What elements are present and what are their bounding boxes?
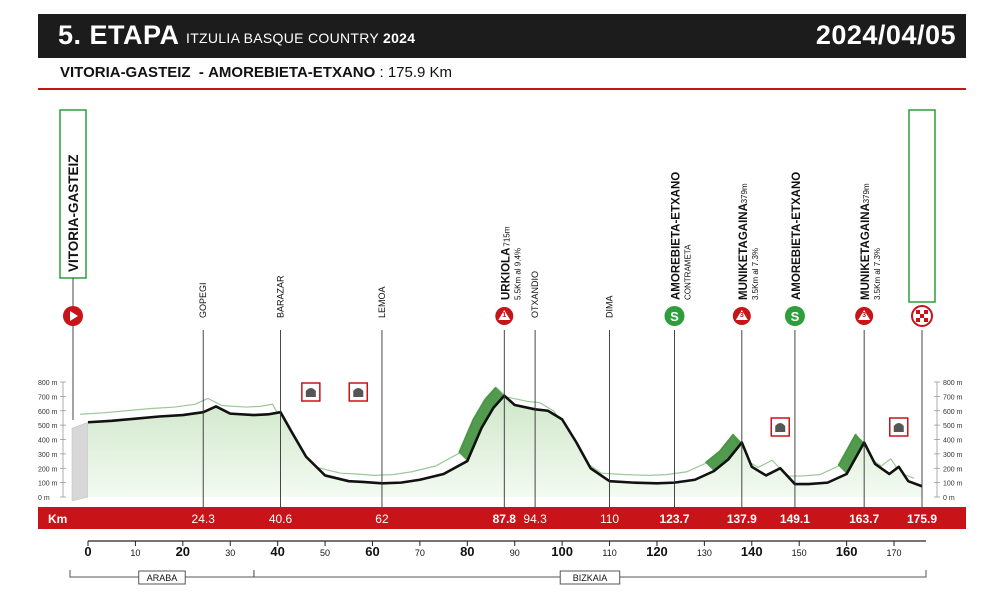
x-tick-label: 0 bbox=[84, 544, 92, 559]
point-info-7: 379m bbox=[739, 183, 749, 204]
point-sub-3: 5.5Km al 9.4% bbox=[513, 247, 523, 300]
route-finish: AMOREBIETA-ETXANO bbox=[208, 64, 376, 81]
point-km-2: 62 bbox=[375, 512, 389, 526]
point-name-5: DIMA bbox=[604, 295, 615, 318]
y-tick-label-left: 300 m bbox=[38, 451, 58, 459]
point-sub-6: CONTRAMETA bbox=[683, 244, 693, 300]
x-tick-label: 110 bbox=[602, 548, 617, 558]
point-label-group-6 bbox=[671, 172, 693, 300]
route-distance: : 175.9 Km bbox=[379, 64, 453, 81]
point-label-group-3 bbox=[500, 226, 522, 300]
y-tick-label-left: 400 m bbox=[38, 437, 58, 445]
start-label-group bbox=[66, 154, 81, 272]
x-tick-label: 120 bbox=[646, 544, 668, 559]
profile-side-face bbox=[72, 422, 88, 501]
y-tick-label-left: 500 m bbox=[38, 423, 58, 431]
x-tick-label: 30 bbox=[225, 548, 236, 558]
point-label-group-2 bbox=[377, 286, 387, 318]
x-tick-label: 20 bbox=[175, 544, 191, 559]
climb-category-9: 3 bbox=[862, 312, 867, 319]
y-tick-label-right: 400 m bbox=[943, 437, 963, 445]
route-separator: - bbox=[198, 64, 204, 81]
stage-date: 2024/04/05 bbox=[815, 20, 956, 50]
x-tick-label: 50 bbox=[320, 548, 331, 558]
sprint-letter-6: S bbox=[670, 309, 679, 324]
y-tick-label-right: 500 m bbox=[943, 423, 963, 431]
x-tick-label: 140 bbox=[740, 544, 763, 559]
point-sub-7: 3.5Km al 7.3% bbox=[750, 247, 760, 300]
y-tick-label-right: 800 m bbox=[943, 380, 963, 387]
x-tick-label: 70 bbox=[414, 548, 425, 558]
point-label-group-4 bbox=[530, 271, 540, 318]
x-tick-label: 60 bbox=[365, 544, 380, 559]
x-tick-label: 170 bbox=[886, 548, 902, 558]
y-tick-label-left: 100 m bbox=[38, 480, 58, 488]
point-name-9: MUNIKETAGAINA bbox=[860, 203, 873, 300]
x-tick-label: 160 bbox=[835, 544, 858, 559]
km-bar-label: Km bbox=[48, 512, 68, 526]
y-tick-label-right: 600 m bbox=[943, 408, 963, 416]
y-tick-label-left: 200 m bbox=[38, 466, 58, 474]
point-km-3: 87.8 bbox=[492, 512, 516, 526]
y-tick-label-right: 100 m bbox=[943, 480, 963, 488]
y-tick-label-left: 800 m bbox=[38, 380, 58, 387]
profile-area bbox=[88, 396, 922, 497]
start-label: VITORIA-GASTEIZ bbox=[66, 154, 81, 272]
point-km-0: 24.3 bbox=[191, 512, 215, 526]
point-name-7: MUNIKETAGAINA bbox=[737, 203, 750, 300]
stage-number: 5. ETAPA bbox=[58, 20, 180, 50]
climb-category-7: 3 bbox=[739, 312, 744, 319]
finish-check bbox=[924, 318, 928, 322]
y-tick-label-right: 0 m bbox=[943, 495, 955, 502]
point-info-9: 379m bbox=[862, 183, 872, 204]
point-km-7: 137.9 bbox=[726, 512, 757, 526]
y-tick-label-right: 300 m bbox=[943, 451, 963, 459]
finish-check bbox=[920, 314, 924, 318]
point-km-8: 149.1 bbox=[779, 512, 810, 526]
point-km-9: 163.7 bbox=[849, 512, 880, 526]
point-name-1: BARAZAR bbox=[275, 275, 286, 318]
race-title: ITZULIA BASQUE COUNTRY bbox=[186, 30, 379, 46]
point-name-0: GOPEGI bbox=[198, 282, 209, 318]
point-name-2: LEMOA bbox=[376, 286, 387, 318]
point-km-6: 123.7 bbox=[659, 512, 690, 526]
y-tick-label-right: 700 m bbox=[943, 394, 963, 402]
point-label-group-8 bbox=[791, 172, 803, 300]
finish-label-box bbox=[909, 110, 935, 302]
x-tick-label: 150 bbox=[791, 548, 807, 558]
point-label-group-0 bbox=[198, 282, 208, 318]
x-tick-label: 130 bbox=[696, 548, 712, 558]
point-name-6: AMOREBIETA-ETXANO bbox=[670, 171, 683, 300]
point-km-1: 40.6 bbox=[268, 512, 293, 526]
y-tick-label-left: 0 m bbox=[38, 495, 50, 502]
x-tick-label: 100 bbox=[551, 544, 573, 559]
sprint-letter-8: S bbox=[790, 309, 800, 324]
point-label-group-5 bbox=[605, 296, 615, 319]
point-name-8: AMOREBIETA-ETXANO bbox=[790, 171, 803, 300]
point-km-5: 110 bbox=[599, 512, 620, 526]
y-tick-label-right: 200 m bbox=[943, 466, 963, 474]
point-name-3: URKIOLA bbox=[500, 247, 513, 300]
point-km-4: 94.3 bbox=[523, 512, 547, 526]
point-label-group-1 bbox=[275, 275, 285, 318]
x-tick-label: 40 bbox=[270, 544, 285, 559]
finish-check bbox=[916, 310, 920, 314]
route-start: VITORIA-GASTEIZ bbox=[60, 64, 191, 81]
finish-check bbox=[916, 318, 920, 322]
point-sub-9: 3.5Km al 7.3% bbox=[873, 247, 883, 300]
point-name-4: OTXANDIO bbox=[530, 270, 541, 318]
climb-category-3: 1 bbox=[502, 312, 507, 319]
x-tick-label: 10 bbox=[130, 548, 141, 558]
point-label-group-9 bbox=[860, 183, 882, 300]
point-label-group-7 bbox=[738, 183, 760, 300]
region-label-1: BIZKAIA bbox=[572, 573, 608, 583]
finish-check bbox=[924, 310, 928, 314]
y-tick-label-left: 700 m bbox=[38, 394, 58, 402]
point-km-10: 175.9 bbox=[906, 512, 938, 526]
region-label-0: ARABA bbox=[146, 573, 178, 583]
race-year: 2024 bbox=[383, 30, 416, 46]
x-tick-label: 80 bbox=[460, 544, 475, 559]
x-tick-label: 90 bbox=[509, 548, 520, 558]
point-info-3: 715m bbox=[502, 226, 512, 247]
y-tick-label-left: 600 m bbox=[38, 408, 58, 416]
